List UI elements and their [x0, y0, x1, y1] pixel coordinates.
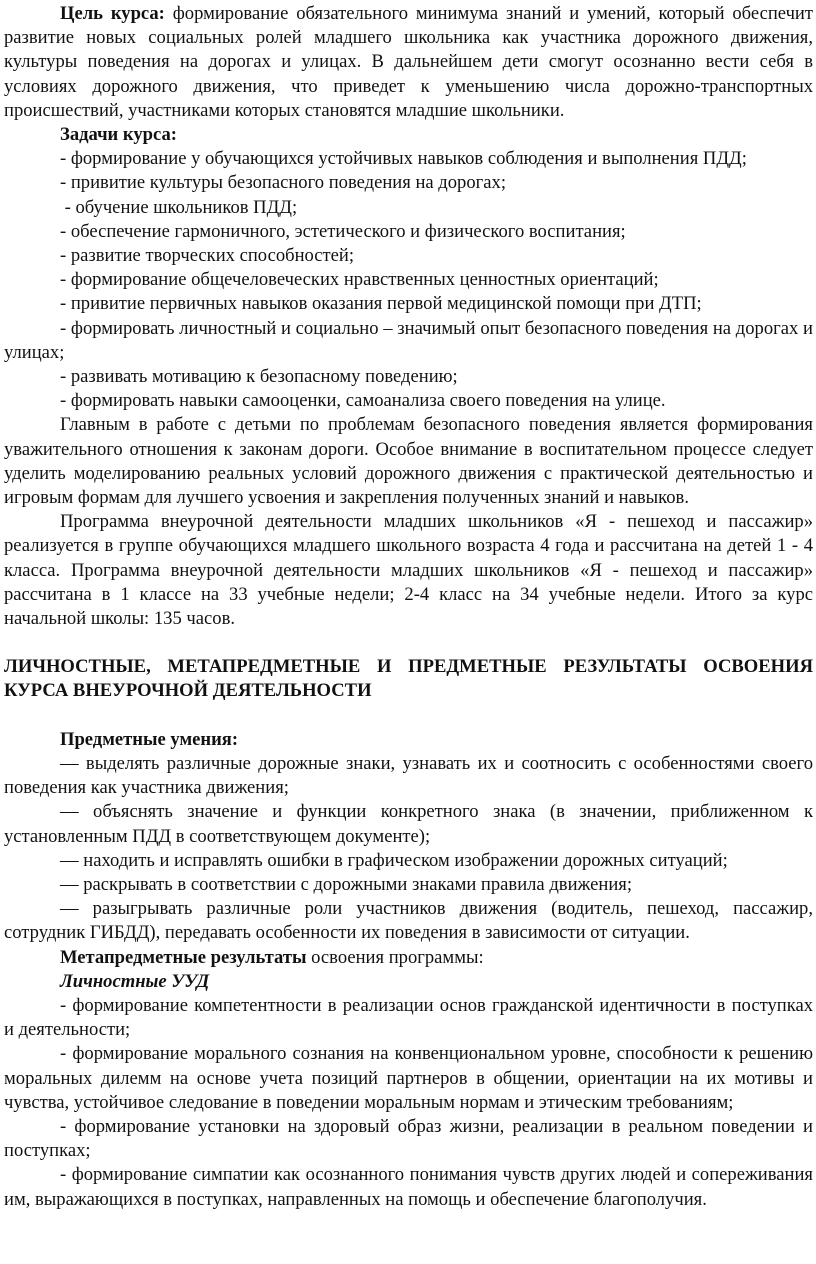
task-item: - развивать мотивацию к безопасному поведению; [60, 366, 458, 388]
tasks-heading: Задачи курса: [60, 124, 177, 146]
task-item: - обеспечение гармоничного, эстетического и физического воспитания; [60, 220, 626, 242]
course-goal-label: Цель курса: [60, 3, 165, 24]
program-paragraph: Программа внеурочной деятельности младших школьников «Я - пешеход и пассажир» реализуется в группе обучающихся младшего школьного возраста 4 года и рассчитана на детей 1 - 4 класса. Программа внеурочной деятельности младших школьников «Я - пешеход и пассажир» рассчитана в 1 классе на 33 учебные недели; 2-4 класс на 34 учебные недели. Итого за курс начальной школы: 135 часов. [4, 511, 813, 630]
task-item: - обучение школьников ПДД; [60, 196, 298, 218]
subject-skill-item: — объяснять значение и функции конкретного знака (в значении, приближенном к установленным ПДД в соответствующем документе); [4, 801, 813, 847]
personal-uud-item: - формирование компетентности в реализации основ гражданской идентичности в поступках и деятельности; [4, 994, 813, 1041]
meta-results-text: освоения программы: [306, 946, 484, 968]
results-heading: ЛИЧНОСТНЫЕ, МЕТАПРЕДМЕТНЫЕ И ПРЕДМЕТНЫЕ РЕЗУЛЬТАТЫ ОСВОЕНИЯ КУРСА ВНЕУРОЧНОЙ ДЕЯТЕЛЬНОСТИ [4, 656, 813, 702]
task-item: - формировать навыки самооценки, самоанализа своего поведения на улице. [60, 390, 666, 412]
subject-skill-item: — выделять различные дорожные знаки, узнавать их и соотносить с особенностями своего поведения как участника движения; [4, 752, 813, 799]
task-item: - формирование общечеловеческих нравственных ценностных ориентаций; [60, 269, 659, 291]
course-goal-text: формирование обязательного минимума знаний и умений, который обеспечит развитие новых социальных ролей младшего школьника как участника дорожного движения, культуры поведения на дорогах и улицах. В дальнейшем дети смогут осознанно вести себя в условиях дорожного движения, что приведет к уменьшению числа дорожно-транспортных происшествий, участниками которых становятся младшие школьники. [4, 3, 814, 121]
personal-uud-heading: Личностные УУД [60, 970, 210, 992]
spacer [4, 631, 813, 655]
meta-results-line [4, 946, 813, 970]
task-item: - формировать личностный и социально – значимый опыт безопасного поведения на дорогах и улицах; [4, 317, 813, 363]
main-paragraph: Главным в работе с детьми по проблемам безопасного поведения является формирования уважительного отношения к законам дороги. Особое внимание в воспитательном процессе следует уделить моделированию реальных условий дорожного движения с практической деятельностью и игровым формам для лучшего усвоения и закрепления полученных знаний и навыков. [4, 414, 813, 509]
course-goal-paragraph [4, 2, 813, 123]
subject-skill-item: — раскрывать в соответствии с дорожными знаками правила движения; [60, 873, 633, 895]
personal-uud-item: - формирование установки на здоровый образ жизни, реализации в реальном поведении и поступках; [4, 1115, 813, 1162]
task-item: - привитие культуры безопасного поведения на дорогах; [60, 172, 506, 194]
subject-skill-item: — находить и исправлять ошибки в графическом изображении дорожных ситуаций; [60, 849, 728, 871]
subject-skills-heading: Предметные умения: [60, 728, 239, 750]
meta-results-label: Метапредметные результаты [60, 946, 307, 968]
task-item: - развитие творческих способностей; [60, 245, 355, 267]
personal-uud-item: - формирование морального сознания на конвенциональном уровне, способности к решению моральных дилемм на основе учета позиций партнеров в общении, ориентации на их мотивы и чувства, устойчивое следование в поведении моральным нормам и этическим требованиям; [4, 1043, 813, 1113]
personal-uud-item: - формирование симпатии как осознанного понимания чувств других людей и сопереживания им, выражающихся в поступках, направленных на помощь и обеспечение благополучия. [4, 1164, 813, 1210]
task-item: - привитие первичных навыков оказания первой медицинской помощи при ДТП; [60, 293, 702, 315]
subject-skill-item: — разыгрывать различные роли участников движения (водитель, пешеход, пассажир, сотрудник ГИБДД), передавать особенности их поведения в зависимости от ситуации. [4, 898, 813, 944]
task-item: - формирование у обучающихся устойчивых навыков соблюдения и выполнения ПДД; [60, 148, 747, 170]
spacer [4, 704, 813, 728]
